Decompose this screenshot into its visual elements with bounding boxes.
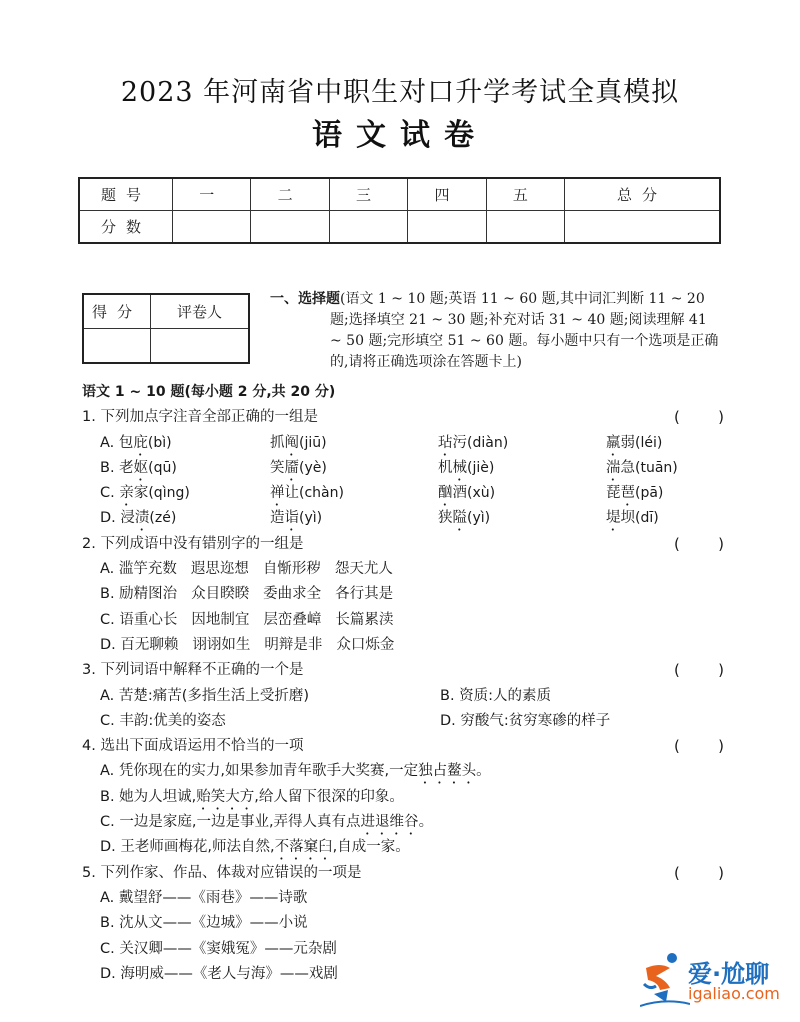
- emphasized-char: 庇: [133, 434, 148, 451]
- question-area: [82, 380, 732, 987]
- idiom: 众口烁金: [336, 636, 395, 653]
- idiom: C. 语重心长: [100, 611, 178, 628]
- score-cell: [173, 211, 251, 244]
- pinyin: (yì): [467, 510, 491, 527]
- emphasized-char: 隘: [452, 510, 467, 527]
- idiom: 诩诩如生: [192, 636, 251, 653]
- watermark-cn-text: 爱·尬聊: [688, 960, 770, 988]
- pinyin-item: 堤坝(dī): [606, 510, 659, 527]
- pinyin-item: 机械(jiè): [438, 459, 495, 476]
- question-stem: 5. 下列作家、作品、体裁对应错误的一项是: [82, 864, 362, 881]
- emphasized-char: 酗: [438, 485, 453, 502]
- pinyin-item: A. 包庇(bì): [100, 434, 172, 451]
- score-header-cell: 一: [173, 178, 251, 211]
- idiom: 长篇累渎: [335, 611, 394, 628]
- emphasized-idiom: 进退维谷: [360, 814, 419, 831]
- emphasized-char: 诣: [284, 510, 299, 527]
- grader-name-label: 评卷人: [151, 294, 250, 329]
- pinyin: (qìng): [148, 485, 190, 502]
- pinyin-item: B. 老妪(qū): [100, 459, 177, 476]
- emphasized-char: 玷: [438, 434, 453, 451]
- question-stem: 2. 下列成语中没有错别字的一组是: [82, 535, 304, 552]
- score-table-header-row: [79, 178, 720, 211]
- pinyin-item: 笑靥(yè): [270, 459, 327, 476]
- pinyin: (pā): [635, 485, 664, 502]
- idiom: 怨天尤人: [334, 561, 393, 578]
- grader-score-label: 得分: [83, 294, 151, 329]
- question-2: [82, 532, 732, 557]
- option-a: A. 凭你现在的实力,如果参加青年歌手大奖赛,一定独占鳌头。: [100, 763, 491, 780]
- option-b: [82, 582, 732, 607]
- pinyin: (léi): [635, 434, 663, 451]
- idiom: A. 滥竽充数: [100, 561, 177, 578]
- idiom: 因地制宜: [191, 611, 250, 628]
- score-cell: [329, 211, 407, 244]
- pinyin: (xù): [467, 485, 496, 502]
- question-3: [82, 658, 732, 683]
- subsection-heading: 语文 1 ~ 10 题(每小题 2 分,共 20 分): [82, 384, 336, 400]
- option-c: [82, 481, 732, 506]
- grader-table: [82, 293, 250, 364]
- idiom: 众目睽睽: [191, 586, 250, 603]
- exam-title: 2023 年河南省中职生对口升学考试全真模拟: [120, 77, 680, 108]
- idiom: B. 励精图治: [100, 586, 178, 603]
- pinyin-item: C. 亲家(qìng): [100, 485, 190, 502]
- score-header-cell: 二: [251, 178, 329, 211]
- section-instructions: [270, 289, 720, 373]
- emphasized-char: 渍: [134, 510, 150, 527]
- option-a: [82, 557, 732, 582]
- score-header-cell: 题号: [79, 178, 173, 211]
- option-d: D. 海明威——《老人与海》——戏剧: [100, 965, 338, 982]
- answer-blank: ( ): [674, 863, 724, 882]
- score-header-cell: 三: [329, 178, 407, 211]
- pinyin-item: 禅让(chàn): [270, 485, 344, 502]
- pinyin-item: 造诣(yì): [270, 510, 323, 527]
- emphasized-char: 妪: [133, 459, 149, 476]
- pinyin-item: D. 浸渍(zé): [100, 510, 177, 527]
- section-text: (语文 1 ~ 10 题;英语 11 ~ 60 题,其中词汇判断 11 ~ 20 题;选择填空 21 ~ 30 题;补充对话 31 ~ 40 题;阅读理解 41 ~ 50 题;完形填空 51 ~ 60 题。每小题中只有一个选项是正确的,请将正确选项涂在答题卡上): [330, 291, 719, 370]
- grader-score-cell: [83, 329, 151, 364]
- pinyin: (jiū): [299, 434, 327, 451]
- emphasized-char: 阄: [284, 434, 299, 451]
- score-header-cell: 五: [486, 178, 564, 211]
- pinyin: (jiè): [467, 459, 495, 476]
- watermark-url-text: igaliao.com: [688, 984, 780, 1003]
- score-table-score-row: [79, 211, 720, 244]
- score-cell: [251, 211, 329, 244]
- pinyin: (qū): [148, 459, 177, 476]
- pinyin-item: 狭隘(yì): [438, 510, 491, 527]
- idiom: 层峦叠嶂: [263, 611, 322, 628]
- grader-name-cell: [151, 329, 250, 364]
- question-4: [82, 734, 732, 759]
- score-header-cell: 总分: [565, 178, 720, 211]
- answer-blank: ( ): [674, 534, 724, 553]
- score-cell: [565, 211, 720, 244]
- pinyin-item: 羸弱(léi): [606, 434, 663, 451]
- question-5: [82, 861, 732, 886]
- option-d: [82, 633, 732, 658]
- pinyin: (yì): [299, 510, 323, 527]
- pinyin-item: 琵琶(pā): [606, 485, 664, 502]
- option-b: B. 她为人坦诚,贻笑大方,给人留下很深的印象。: [100, 788, 404, 805]
- pinyin: (diàn): [467, 434, 509, 451]
- question-stem: 4. 选出下面成语运用不恰当的一项: [82, 738, 304, 755]
- idiom: D. 百无聊赖: [100, 636, 179, 653]
- runner-logo-icon: [640, 950, 690, 1008]
- answer-blank: ( ): [674, 408, 724, 427]
- pinyin: (yè): [299, 459, 327, 476]
- option-c: [82, 608, 732, 633]
- option-c: C. 一边是家庭,一边是事业,弄得人真有点进退维谷。: [100, 814, 434, 831]
- emphasized-char: 械: [452, 459, 467, 476]
- option-c: C. 关汉卿——《窦娥冤》——元杂剧: [100, 940, 337, 957]
- score-cell: [486, 211, 564, 244]
- option-d: D. 穷酸气:贫穷寒碜的样子: [440, 712, 611, 729]
- question-1: [82, 405, 732, 430]
- pinyin: (bì): [147, 434, 172, 451]
- emphasized-char: 靥: [284, 459, 299, 476]
- section-label: 一、选择题: [270, 291, 340, 307]
- option-d: [82, 506, 732, 531]
- score-table: [78, 177, 721, 244]
- emphasized-idiom: 独占鳌头: [418, 763, 477, 780]
- idiom: 委曲求全: [263, 586, 322, 603]
- question-stem: 3. 下列词语中解释不正确的一个是: [82, 662, 304, 679]
- answer-blank: ( ): [674, 737, 724, 756]
- exam-subtitle: 语文试卷: [312, 118, 488, 153]
- option-d: D. 王老师画梅花,师法自然,不落窠臼,自成一家。: [100, 839, 410, 856]
- idiom: 遐思迩想: [190, 561, 249, 578]
- pinyin: (chàn): [299, 485, 344, 502]
- answer-blank: ( ): [674, 661, 724, 680]
- option-a: A. 苦楚:痛苦(多指生活上受折磨): [100, 687, 310, 704]
- pinyin-item: 酗酒(xù): [438, 485, 496, 502]
- question-stem: 1. 下列加点字注音全部正确的一组是: [82, 409, 318, 426]
- score-row-label: 分数: [79, 211, 173, 244]
- option-a: [82, 431, 732, 456]
- pinyin: (dī): [635, 510, 659, 527]
- emphasized-char: 湍: [606, 459, 621, 476]
- emphasized-idiom: 贻笑大方: [196, 788, 255, 805]
- emphasized-char: 堤: [606, 510, 621, 527]
- emphasized-char: 亲: [119, 485, 134, 502]
- option-row: [82, 684, 732, 709]
- pinyin: (tuān): [635, 459, 678, 476]
- idiom: 明辩是非: [264, 636, 323, 653]
- score-cell: [408, 211, 486, 244]
- emphasized-char: 禅: [270, 485, 285, 502]
- option-a: A. 戴望舒——《雨巷》——诗歌: [100, 889, 308, 906]
- option-c: C. 丰韵:优美的姿态: [100, 712, 226, 729]
- option-b: B. 沈从文——《边城》——小说: [100, 915, 308, 932]
- emphasized-char: 羸: [606, 434, 621, 451]
- idiom: 自惭形秽: [262, 561, 321, 578]
- score-header-cell: 四: [408, 178, 486, 211]
- pinyin-item: 湍急(tuān): [606, 459, 678, 476]
- emphasized-idiom: 不落窠臼: [274, 839, 333, 856]
- option-row: [82, 709, 732, 734]
- watermark-logo: [640, 950, 790, 1010]
- pinyin-item: 抓阄(jiū): [270, 434, 327, 451]
- idiom: 各行其是: [335, 586, 394, 603]
- option-b: [82, 456, 732, 481]
- option-b: B. 资质:人的素质: [440, 687, 552, 704]
- emphasized-char: 琶: [620, 485, 635, 502]
- pinyin: (zé): [149, 510, 177, 527]
- pinyin-item: 玷污(diàn): [438, 434, 509, 451]
